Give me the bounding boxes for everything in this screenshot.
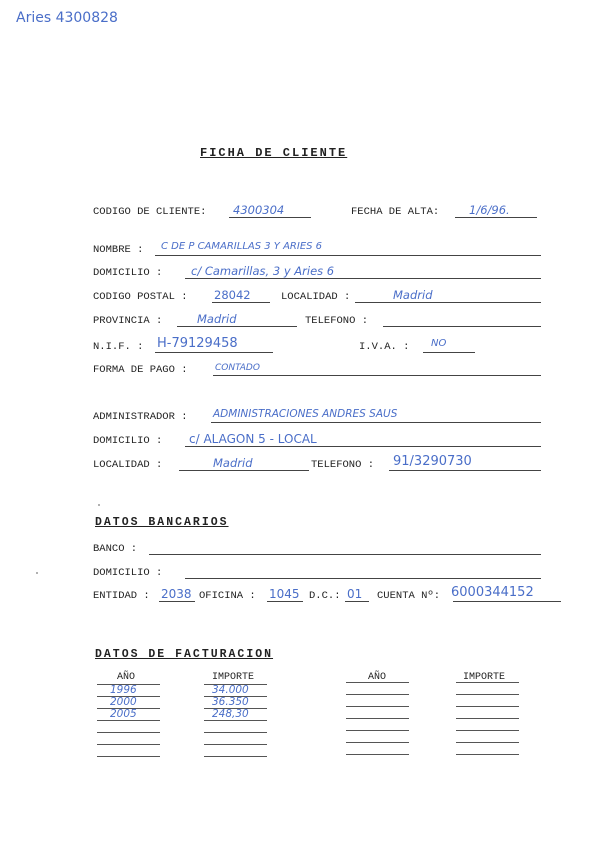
cuenta-value[interactable]: 6000344152 bbox=[451, 585, 534, 600]
admin-localidad-value[interactable]: Madrid bbox=[213, 456, 253, 470]
banco-row bbox=[93, 543, 541, 559]
codigo-postal-label: CODIGO POSTAL : bbox=[93, 291, 188, 303]
banco-label: BANCO : bbox=[93, 543, 138, 555]
bank-section-title: DATOS BANCARIOS bbox=[95, 516, 229, 529]
admin-telefono-line bbox=[389, 470, 541, 471]
codigo-postal-value[interactable]: 28042 bbox=[214, 288, 251, 302]
administrador-row bbox=[93, 408, 541, 427]
admin-telefono-value[interactable]: 91/3290730 bbox=[393, 454, 472, 469]
codigo-postal-row bbox=[93, 288, 541, 307]
handwritten-reference-note: Aries 4300828 bbox=[16, 10, 118, 26]
provincia-line bbox=[177, 326, 297, 327]
billing-row-2-importe[interactable]: 36.350 bbox=[212, 696, 249, 708]
col-header-ano-2: AÑO bbox=[368, 672, 387, 683]
localidad-label: LOCALIDAD : bbox=[281, 291, 351, 303]
table-line bbox=[456, 694, 519, 695]
dc-line bbox=[345, 601, 369, 602]
admin-localidad-line bbox=[179, 470, 309, 471]
admin-domicilio-row bbox=[93, 432, 541, 451]
provincia-label: PROVINCIA : bbox=[93, 315, 163, 327]
table-line bbox=[204, 756, 267, 757]
col-header-importe-1: IMPORTE bbox=[212, 672, 255, 683]
administrador-value[interactable]: ADMINISTRACIONES ANDRES SAUS bbox=[213, 408, 398, 420]
fecha-alta-value[interactable]: 1/6/96. bbox=[469, 203, 510, 217]
banco-line bbox=[149, 554, 541, 555]
entidad-value[interactable]: 2038 bbox=[161, 587, 192, 601]
entidad-line bbox=[159, 601, 195, 602]
billing-section-title: DATOS DE FACTURACION bbox=[95, 648, 274, 661]
fecha-alta-label: FECHA DE ALTA: bbox=[351, 206, 440, 218]
iva-label: I.V.A. : bbox=[359, 341, 410, 353]
banco-domicilio-row bbox=[93, 567, 541, 583]
domicilio-row bbox=[93, 264, 541, 283]
domicilio-value[interactable]: c/ Camarillas, 3 y Aries 6 bbox=[191, 264, 335, 278]
nif-label: N.I.F. : bbox=[93, 341, 144, 353]
codigo-cliente-value[interactable]: 4300304 bbox=[233, 203, 285, 217]
codigo-postal-line bbox=[212, 302, 270, 303]
table-line bbox=[97, 732, 160, 733]
forma-pago-row bbox=[93, 364, 541, 380]
nombre-row bbox=[93, 241, 541, 260]
table-line bbox=[204, 696, 267, 697]
oficina-value[interactable]: 1045 bbox=[269, 587, 300, 601]
billing-row-2-ano[interactable]: 2000 bbox=[110, 696, 137, 708]
table-line bbox=[346, 718, 409, 719]
nif-value[interactable]: H-79129458 bbox=[157, 336, 238, 351]
col-header-importe-2: IMPORTE bbox=[463, 672, 506, 683]
nombre-value[interactable]: C DE P CAMARILLAS 3 Y ARIES 6 bbox=[161, 241, 323, 252]
dc-value[interactable]: 01 bbox=[347, 587, 363, 601]
nombre-label: NOMBRE : bbox=[93, 244, 144, 256]
table-line bbox=[346, 754, 409, 755]
table-line bbox=[346, 706, 409, 707]
admin-localidad-label: LOCALIDAD : bbox=[93, 459, 163, 471]
provincia-row bbox=[93, 312, 541, 331]
codigo-cliente-label: CODIGO DE CLIENTE: bbox=[93, 206, 207, 218]
codigo-cliente-line bbox=[229, 217, 311, 218]
forma-pago-line bbox=[213, 375, 541, 376]
scan-speck bbox=[36, 572, 38, 574]
table-line bbox=[204, 708, 267, 709]
telefono-label: TELEFONO : bbox=[305, 315, 369, 327]
billing-row-1-importe[interactable]: 34.000 bbox=[212, 684, 249, 696]
table-line bbox=[204, 720, 267, 721]
domicilio-label: DOMICILIO : bbox=[93, 267, 163, 279]
entidad-label: ENTIDAD : bbox=[93, 590, 150, 602]
cuenta-row bbox=[93, 585, 563, 606]
table-line bbox=[456, 718, 519, 719]
billing-row-1-ano[interactable]: 1996 bbox=[110, 684, 137, 696]
nombre-line bbox=[155, 255, 541, 256]
cuenta-label: CUENTA Nº: bbox=[377, 590, 441, 602]
administrador-label: ADMINISTRADOR : bbox=[93, 411, 188, 423]
table-line bbox=[97, 708, 160, 709]
header-underline-ano-2 bbox=[346, 682, 409, 683]
fecha-alta-line bbox=[455, 217, 537, 218]
table-line bbox=[204, 732, 267, 733]
forma-pago-label: FORMA DE PAGO : bbox=[93, 364, 188, 376]
billing-row-3-importe[interactable]: 248,30 bbox=[212, 708, 249, 720]
admin-telefono-label: TELEFONO : bbox=[311, 459, 375, 471]
table-line bbox=[456, 706, 519, 707]
header-underline-importe-2 bbox=[456, 682, 519, 683]
table-line bbox=[456, 730, 519, 731]
table-line bbox=[97, 756, 160, 757]
billing-row-3-ano[interactable]: 2005 bbox=[110, 708, 137, 720]
provincia-value[interactable]: Madrid bbox=[197, 312, 237, 326]
form-title: FICHA DE CLIENTE bbox=[200, 146, 348, 160]
nif-row bbox=[93, 336, 541, 357]
iva-line bbox=[423, 352, 475, 353]
table-line bbox=[346, 742, 409, 743]
administrador-line bbox=[211, 422, 541, 423]
nif-line bbox=[155, 352, 273, 353]
dc-label: D.C.: bbox=[309, 590, 341, 602]
admin-domicilio-line bbox=[185, 446, 541, 447]
banco-domicilio-label: DOMICILIO : bbox=[93, 567, 163, 579]
forma-pago-value[interactable]: CONTADO bbox=[215, 363, 260, 373]
table-line bbox=[456, 754, 519, 755]
table-line bbox=[204, 744, 267, 745]
table-line bbox=[346, 694, 409, 695]
iva-value[interactable]: NO bbox=[431, 338, 447, 349]
localidad-value[interactable]: Madrid bbox=[393, 288, 433, 302]
table-line bbox=[97, 696, 160, 697]
header-row bbox=[93, 203, 553, 222]
scan-speck bbox=[98, 504, 100, 506]
cuenta-line bbox=[453, 601, 561, 602]
col-header-ano-1: AÑO bbox=[117, 672, 136, 683]
oficina-line bbox=[267, 601, 303, 602]
table-line bbox=[456, 742, 519, 743]
localidad-line bbox=[355, 302, 541, 303]
table-line bbox=[97, 720, 160, 721]
admin-localidad-row bbox=[93, 454, 541, 475]
table-line bbox=[97, 744, 160, 745]
telefono-line bbox=[383, 326, 541, 327]
oficina-label: OFICINA : bbox=[199, 590, 256, 602]
admin-domicilio-value[interactable]: c/ ALAGON 5 - LOCAL bbox=[189, 432, 317, 446]
admin-domicilio-label: DOMICILIO : bbox=[93, 435, 163, 447]
banco-domicilio-line bbox=[185, 578, 541, 579]
table-line bbox=[346, 730, 409, 731]
domicilio-line bbox=[185, 278, 541, 279]
